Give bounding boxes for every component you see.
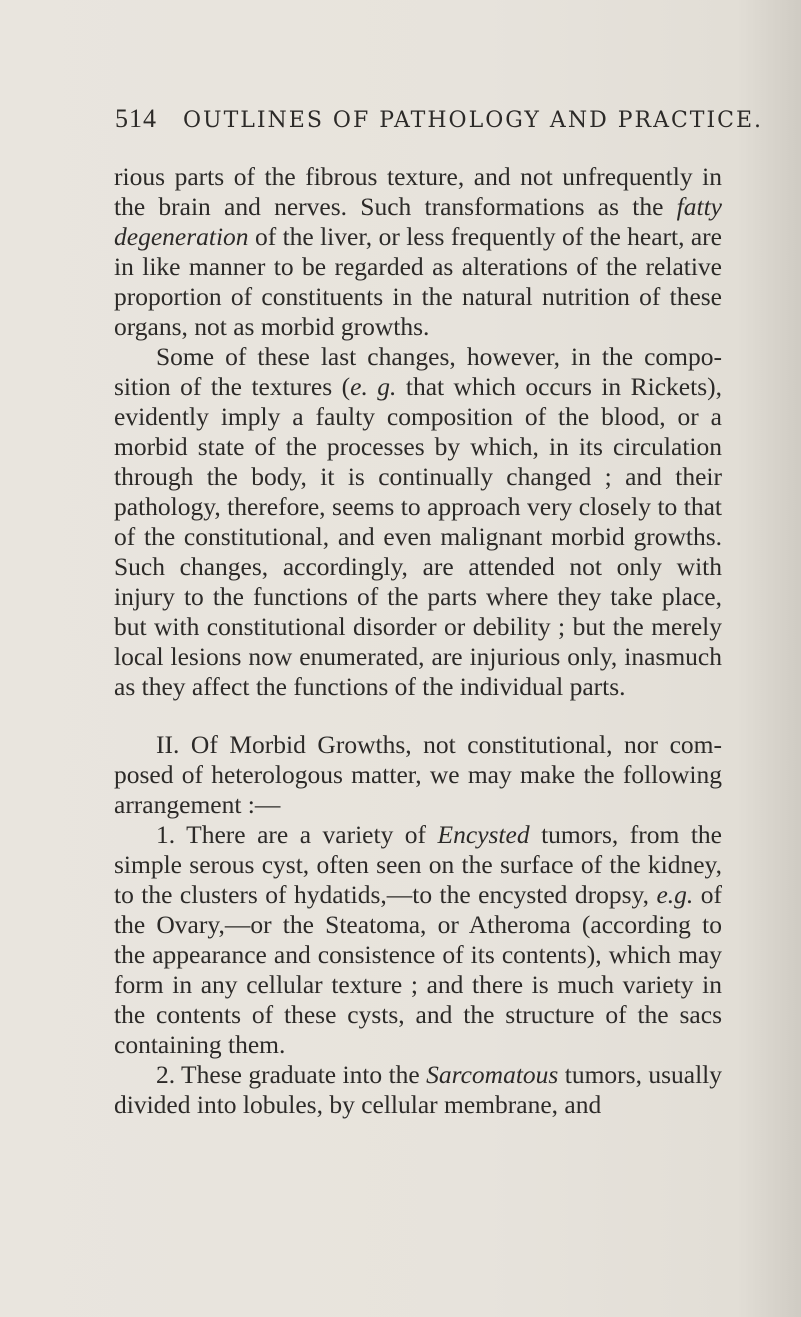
text-run: of the liver, or less frequently of the heart, are in like manner to be regarded as alterations of the relative proportion of constituents in the natural nutrition of these organs, not as morbid growths. [114,222,722,341]
body-text [114,162,722,1120]
italic-term: e. g. [350,372,397,401]
text-run: tumors, usually divided into lobules, by cellular membrane, and [114,1060,722,1119]
text-run: that which occurs in Rickets), evidently imply a faulty composition of the blood, or a morbid state of the processes by which, in its circulation through the body, it is continually changed ; and their pathology, therefore, seems to approach very closely to that of the constitutional, and even malignant morbid growths. Such changes, accordingly, are attended not only with injury to the functions of the parts where they take place, but with constitutional disorder or debility ; but the merely local lesions now enumerated, are injurious only, inasmuch as they affect the functions of the individual parts. [114,372,722,701]
text-run: Some of these last changes, however, in the composition of the textures ( [114,342,722,401]
text-run: 1. There are a variety of [156,820,438,849]
page-number: 514 [115,104,157,133]
paragraph [114,342,722,702]
italic-term: Encysted [437,820,530,849]
list-item-2 [114,1060,722,1120]
section-heading-paragraph [114,730,722,820]
list-item-1 [114,820,722,1060]
paragraph-continuation [114,162,722,342]
text-run: II. Of Morbid Growths, not constitutional, nor composed of heterologous matter, we may make the following arrangement :— [114,730,722,819]
italic-term: fatty degeneration [114,192,722,251]
text-run: tumors, from the simple serous cyst, often seen on the surface of the kidney, to the clusters of hydatids,—to the encysted dropsy, [114,820,722,909]
running-title: OUTLINES OF PATHOLOGY AND PRACTICE. [183,108,764,133]
italic-term: e.g. [656,880,694,909]
text-run: rious parts of the fibrous texture, and not unfrequently in the brain and nerves. Such transformations as the [114,162,722,221]
italic-term: Sarcomatous [426,1060,559,1089]
page-header [115,104,764,134]
text-run: of the Ovary,—or the Steatoma, or Atheroma (according to the appearance and consistence of its contents), which may form in any cellular texture ; and there is much variety in the contents of these cysts, and the structure of the sacs containing them. [114,880,722,1059]
text-run: 2. These graduate into the [156,1060,427,1089]
